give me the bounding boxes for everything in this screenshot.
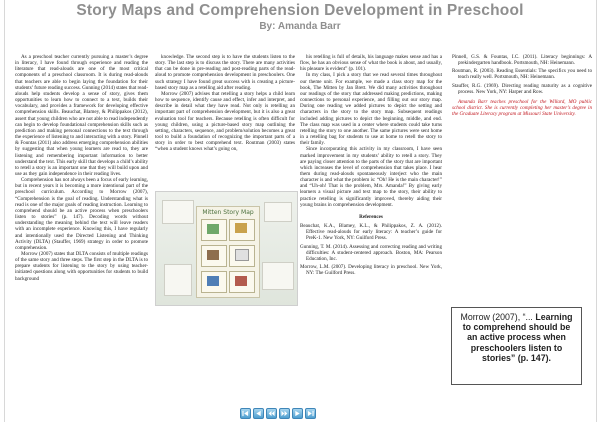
previous-page-icon[interactable] [253,408,264,419]
paragraph: As a preschool teacher currently pursuing a master’s degree in literacy, I have found through experience and reading the literature that read-alouds are one of the most critical components of a preschool classroom. It is during read-alouds that teachers are able to begin laying the foundation for their students’ future reading success. Gunning (2014) states that read-alouds help students develop a sense of story, gives them opportunities to learn how to connect to a text, builds their vocabulary, and provides a framework for developing effective comprehension skills. Beauchat, Blamey, & Philippakos (2012), assert that young children who are not able to read independently can begin to develop foundational comprehension skills such as prediction and making personal connections to the text through the experience of listening to and interacting with a story. Pinnell & Fountas (2011) also address emerging comprehension abilities by suggesting that when young learners are read to, they are listening and remembering important information to better understand the text. This early skill that develops a child’s ability to retell a story is an important one that they will build upon and use as they gain independence in their reading lives. [15,54,149,177]
reference-item: Beauchat, K.A., Blamey, K.L., & Philippakos, Z. A. (2012). Effective read-alouds for early literacy: A teacher’s guide for PreK-1. New York, NY: Guilford Press. [300,223,442,242]
column-4 [452,54,592,117]
pull-quote [451,307,582,385]
paragraph: Comprehension has not always been a focus of early learning, but in recent years it is becoming a more intentional part of the preschool curriculum. According to Morrow (2007), “Comprehension is the goal of reading. Understanding what is read is one of the major goals of reading instruction. Learning to comprehend should be an active process when preschoolers listen to stories” (p. 147). Decoding words without understanding the meaning behind the text will leave readers with an incomplete experience. Knowing this, I have regularly and intentionally used the Directed Listening and Thinking Activity (DLTA) (Stauffer, 1969) strategy in order to promote comprehension. [15,177,148,251]
story-map-heading: Mitten Story Map [202,209,254,216]
reference-item: Routman, R. (2003). Reading Essentials: The specifics you need to teach really well. Portsmouth, NH: Heinemann. [452,68,592,81]
paragraph: his retelling is full of details, his language makes sense and has a flow, he has an obvious sense of what the book is about, and usually, his pleasure is evident” (p. 101). [300,54,442,73]
reference-item: Pinnell, G.S. & Fountas, I.C. (2011). Literacy beginnings: A prekindergarten handbook. Portsmouth, NH: Heinemann. [452,54,592,67]
paragraph: In my class, I pick a story that we read several times throughout our theme unit. For example, we made a class story map for the book, The Mitten by Jan Brett. We did many activities throughout our readings of the story that addressed making predictions, making connections to personal experience, and filling out our story map. During one reading we added pictures to depict the setting and characters in the story to the story map. Subsequent readings included adding pictures to depict the beginning, middle, and end. The class map was used in a center where students could take turns retelling the story to one another. The same pictures were sent home in a retelling bag for students to use at home to retell the story to their family. [300,72,442,147]
reference-item: Morrow, L.M. (2007). Developing literacy in preschool. New York, NY: The Guilford Press. [300,264,442,277]
pull-quote-lead: Morrow (2007), “... [460,312,533,322]
reference-item: Gunning, T. M. (2014). Assessing and correcting reading and writing difficulties: A student-centered approach. Boston, MA: Pearson Education, Inc. [300,243,442,262]
column-2 [155,54,295,153]
back-icon[interactable] [266,408,277,419]
column-1 [15,54,148,282]
story-map-photo [155,191,298,306]
column-3 [300,54,442,278]
byline: By: Amanda Barr [259,21,341,32]
paragraph: Morrow (2007) advises that retelling a story helps a child learn how to sequence, identify cause and effect, infer and interpret, and describe in detail what they have read. Not only is retelling an important part of comprehension development, but it is also a great evaluation tool for teachers. Because retelling is often difficult for young children, using a picture-based story map outlining the setting, characters, sequence, and problem/solution becomes a great tool to build a foundation of recognizing the important parts of a story in order to best comprehend text. Routman (2003) states “when a student knows what’s going on, [155,90,295,153]
author-bio: Amanda Barr teaches preschool for the Willard, MO public school district. She is currently completing her master’s degree in the Graduate Literacy program at Missouri State University. [452,98,592,118]
paragraph: knowledge. The second step is to have the students listen to the story. The last step is to discuss the story. There are many activities that can be done in pre-reading and post-reading parts of the read-aloud to promote comprehension development in preschoolers. One such strategy I have found great success with is creating a picture-based story map as a retelling aid after reading. [155,54,295,91]
reference-item: Stauffer, R.G. (1969). Directing reading maturity as a cognitive process. New York, NY: Harper and Row. [452,82,592,95]
page-navigation [240,408,316,420]
forward-icon[interactable] [279,408,290,419]
paragraph: Since incorporating this activity in my classroom, I have seen marked improvement in my students’ ability to retell a story. They are paying closer attention to the parts of the story that are important which increases the level of comprehension that takes place. I hear them during read-alouds spontaneously interject who the main character is and what the problem is: “Oh! He is the main character!” and “Uh-oh! That is the problem, Mrs. Amanda!” By giving early learners a visual picture and text map to the story, their ability to practice retelling is significantly improved, thereby aiding their young brains in comprehension development. [300,146,442,208]
first-page-icon[interactable] [240,408,251,419]
story-map-sheet [196,206,260,298]
paragraph: Morrow (2007) states that DLTA consists of multiple readings of the same story and three steps. The first step in the DLTA is to prepare students for listening to the story by using teacher-initiated questions along with opportunities for students to build background [15,251,148,282]
references-heading: References [359,213,383,220]
next-page-icon[interactable] [292,408,303,419]
article-title: Story Maps and Comprehension Development in Preschool [76,2,524,19]
last-page-icon[interactable] [305,408,316,419]
pull-quote-body: Learning to comprehend should be an active process when preschoolers listen to stories” (p. 147). [462,312,573,363]
